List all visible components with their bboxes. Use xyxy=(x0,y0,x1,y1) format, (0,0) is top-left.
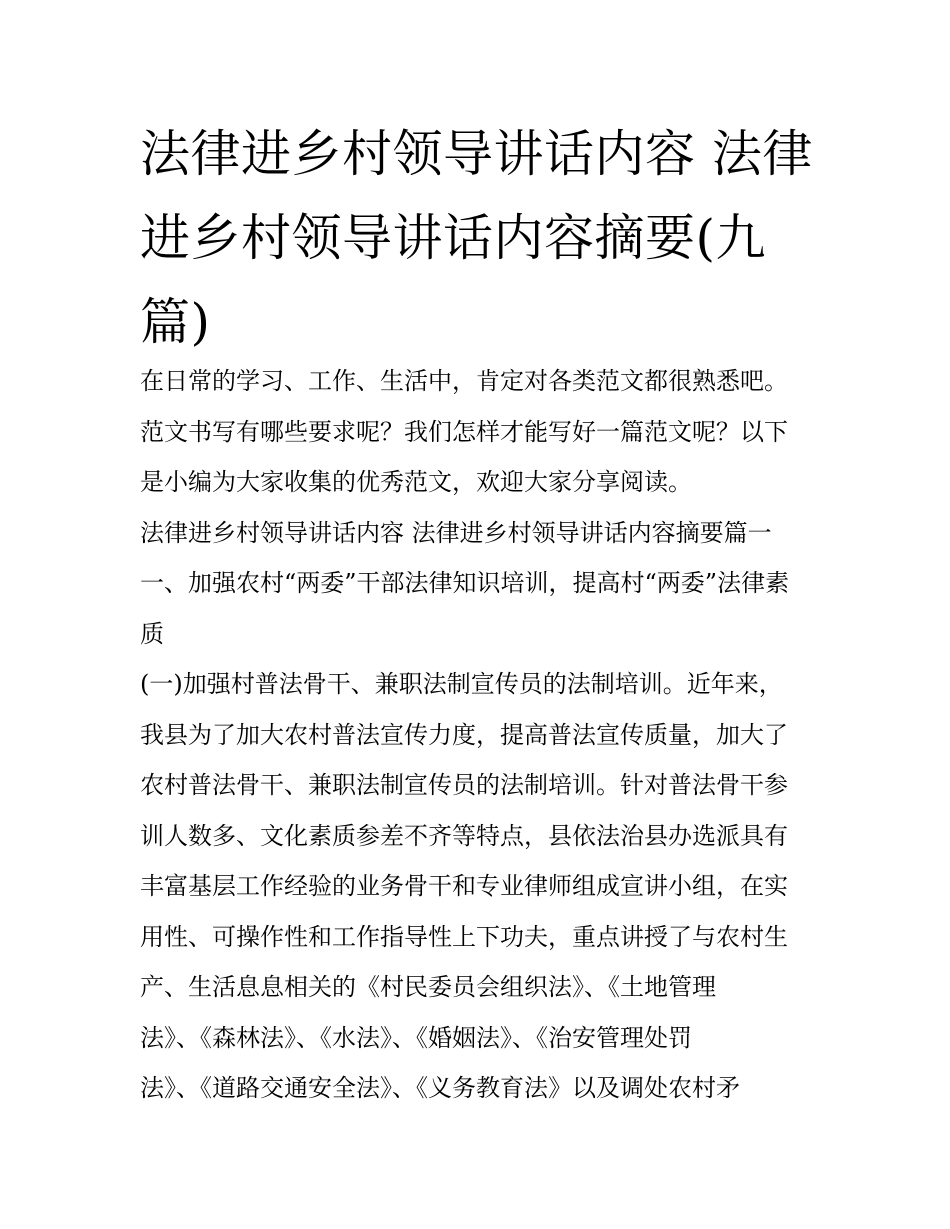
body-line: 丰富基层工作经验的业务骨干和专业律师组成宣讲小组，在实 xyxy=(140,872,788,900)
body-line: 在日常的学习、工作、生活中，肯定对各类范文都很熟悉吧。 xyxy=(140,367,788,395)
body-line: 产、生活息息相关的《村民委员会组织法》、《土地管理 xyxy=(140,973,716,1001)
body-line: 农村普法骨干、兼职法制宣传员的法制培训。针对普法骨干参 xyxy=(140,771,788,799)
title-line: 篇) xyxy=(140,293,211,351)
body-line: 一、加强农村“两委”干部法律知识培训，提高村“两委”法律素 xyxy=(140,569,790,597)
body-line: (一)加强村普法骨干、兼职法制宣传员的法制培训。近年来， xyxy=(140,670,783,698)
body-line: 法》、《道路交通安全法》、《义务教育法》以及调处农村矛 xyxy=(140,1074,740,1102)
body-line: 训人数多、文化素质参差不齐等特点，县依法治县办选派具有 xyxy=(140,821,788,850)
body-line: 用性、可操作性和工作指导性上下功夫，重点讲授了与农村生 xyxy=(140,922,788,951)
title-line: 法律进乡村领导讲话内容 法律 xyxy=(140,125,813,183)
body-line: 法》、《森林法》、《水法》、《婚姻法》、《治安管理处罚 xyxy=(140,1023,692,1052)
body-line: 是小编为大家收集的优秀范文，欢迎大家分享阅读。 xyxy=(140,468,692,496)
body-line: 范文书写有哪些要求呢？我们怎样才能写好一篇范文呢？以下 xyxy=(140,417,788,446)
title-line: 进乡村领导讲话内容摘要(九 xyxy=(140,209,767,267)
body-line: 质 xyxy=(140,619,164,648)
body-line: 我县为了加大农村普法宣传力度，提高普法宣传质量，加大了 xyxy=(140,720,788,749)
document-body xyxy=(140,356,820,1114)
section-heading: 法律进乡村领导讲话内容 法律进乡村领导讲话内容摘要篇一 xyxy=(140,518,772,547)
document-title xyxy=(140,112,820,364)
